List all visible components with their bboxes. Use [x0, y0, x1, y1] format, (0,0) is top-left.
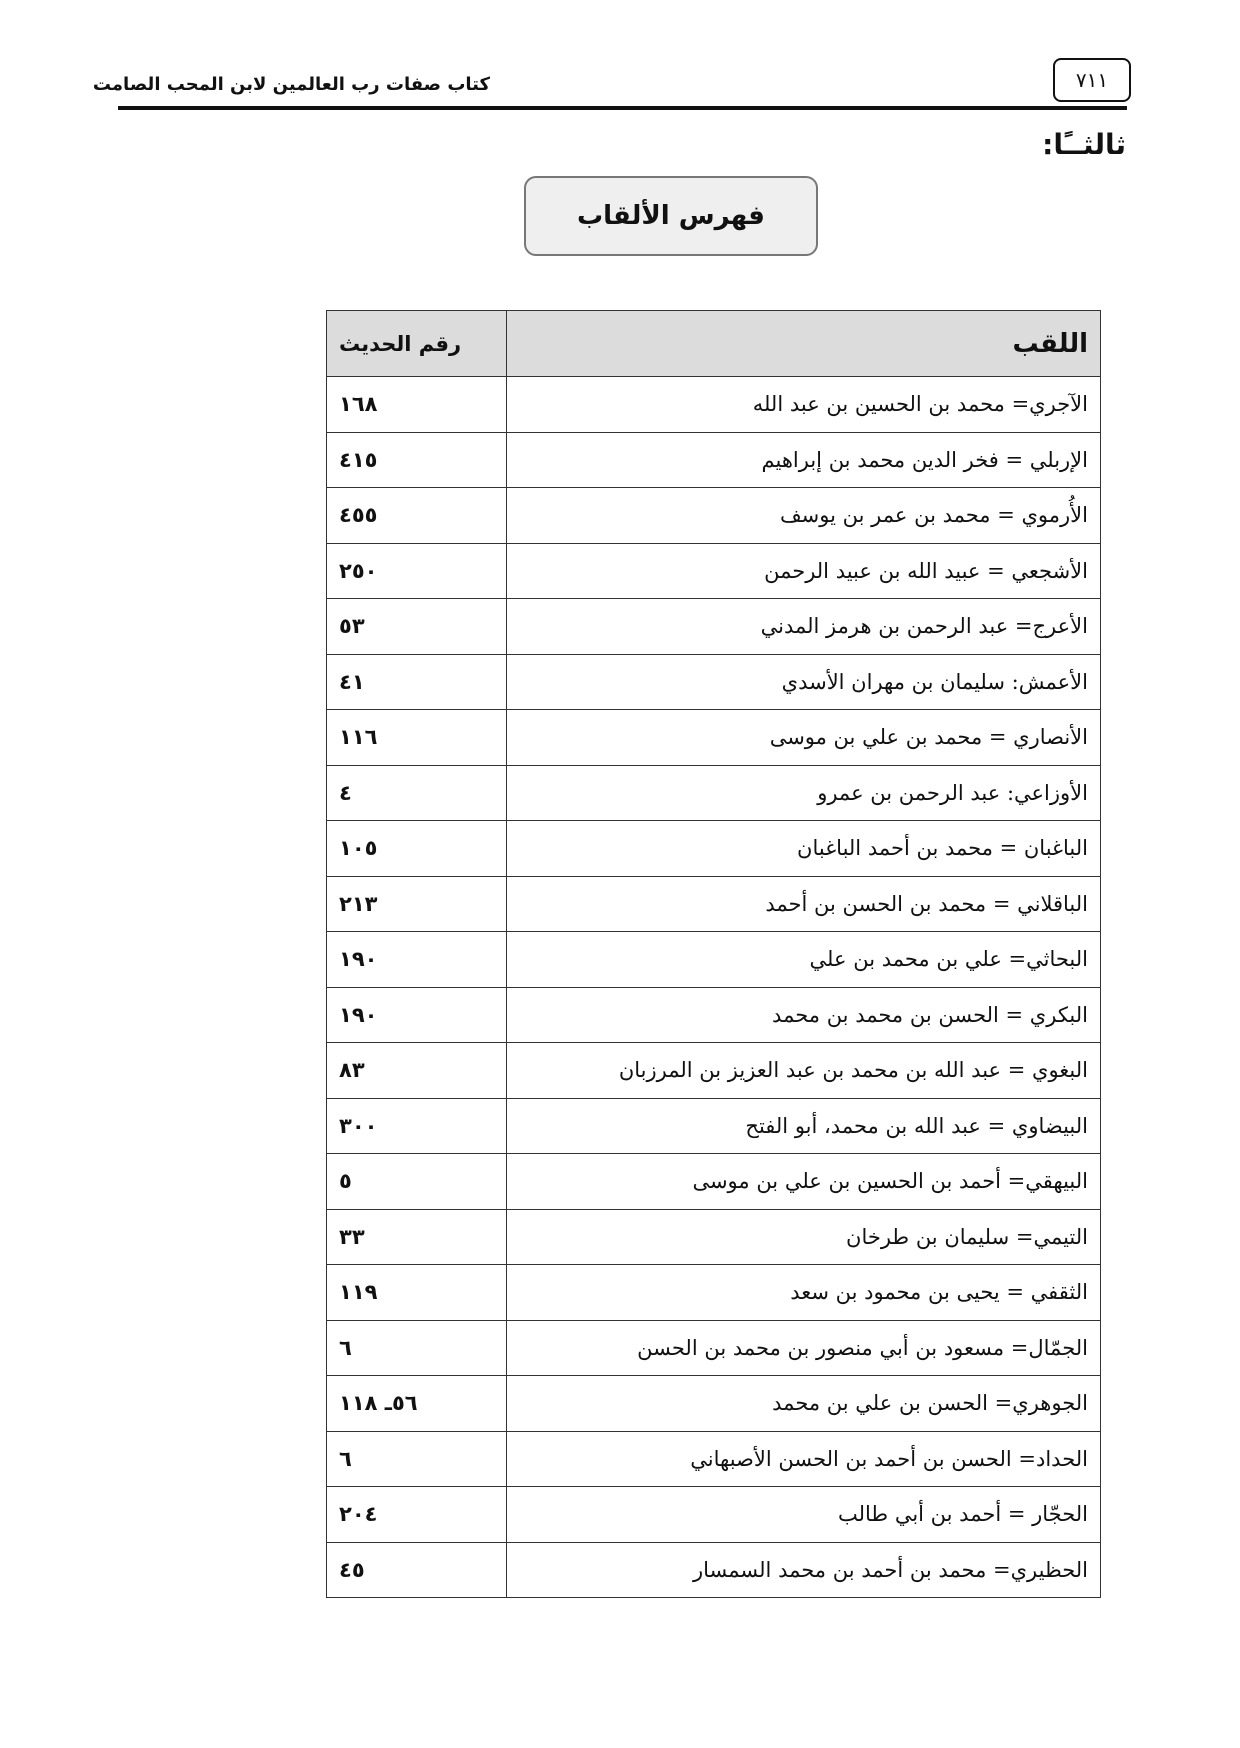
title-cell: الجمّال= مسعود بن أبي منصور بن محمد بن الحسن — [506, 1320, 1100, 1376]
table-row — [327, 1209, 1101, 1265]
hadith-number-cell: ٢٠٤ — [327, 1487, 507, 1543]
title-cell: البكري = الحسن بن محمد بن محمد — [506, 987, 1100, 1043]
table-row — [327, 765, 1101, 821]
table-row — [327, 377, 1101, 433]
hadith-number-cell: ٤ — [327, 765, 507, 821]
table-row — [327, 821, 1101, 877]
hadith-number-cell: ٤١ — [327, 654, 507, 710]
title-cell: الأعمش: سليمان بن مهران الأسدي — [506, 654, 1100, 710]
hadith-number-cell: ٦ — [327, 1320, 507, 1376]
table-row — [327, 654, 1101, 710]
title-cell: الآجري= محمد بن الحسين بن عبد الله — [506, 377, 1100, 433]
title-cell: البحاثي= علي بن محمد بن علي — [506, 932, 1100, 988]
table-row — [327, 1320, 1101, 1376]
title-cell: البغوي = عبد الله بن محمد بن عبد العزيز بن المرزبان — [506, 1043, 1100, 1099]
hadith-number-cell: ١١٦ — [327, 710, 507, 766]
table-row — [327, 488, 1101, 544]
table-header-row — [327, 311, 1101, 377]
column-header-title: اللقب — [506, 311, 1100, 377]
table-row — [327, 932, 1101, 988]
table-row — [327, 1376, 1101, 1432]
table-row — [327, 1431, 1101, 1487]
index-heading: فهرس الألقاب — [524, 176, 818, 256]
title-cell: التيمي= سليمان بن طرخان — [506, 1209, 1100, 1265]
hadith-number-cell: ٥ — [327, 1154, 507, 1210]
hadith-number-cell: ١١٩ — [327, 1265, 507, 1321]
hadith-number-cell: ٤٥ — [327, 1542, 507, 1598]
header-rule — [118, 106, 1127, 110]
hadith-number-cell: ٣٣ — [327, 1209, 507, 1265]
hadith-number-cell: ٢١٣ — [327, 876, 507, 932]
hadith-number-cell: ١٦٨ — [327, 377, 507, 433]
title-cell: الباقلاني = محمد بن الحسن بن أحمد — [506, 876, 1100, 932]
title-cell: الأوزاعي: عبد الرحمن بن عمرو — [506, 765, 1100, 821]
title-cell: البيهقي= أحمد بن الحسين بن علي بن موسى — [506, 1154, 1100, 1210]
hadith-number-cell: ٣٠٠ — [327, 1098, 507, 1154]
title-cell: الباغبان = محمد بن أحمد الباغبان — [506, 821, 1100, 877]
table-row — [327, 710, 1101, 766]
table-row — [327, 876, 1101, 932]
table-row — [327, 1154, 1101, 1210]
title-cell: البيضاوي = عبد الله بن محمد، أبو الفتح — [506, 1098, 1100, 1154]
title-cell: الأُرموي = محمد بن عمر بن يوسف — [506, 488, 1100, 544]
hadith-number-cell: ١٠٥ — [327, 821, 507, 877]
table-row — [327, 599, 1101, 655]
title-cell: الحجّار = أحمد بن أبي طالب — [506, 1487, 1100, 1543]
hadith-number-cell: ٤١٥ — [327, 432, 507, 488]
hadith-number-cell: ٤٥٥ — [327, 488, 507, 544]
page-number: ٧١١ — [1053, 58, 1131, 102]
hadith-number-cell: ٥٦ـ ١١٨ — [327, 1376, 507, 1432]
title-cell: الأعرج= عبد الرحمن بن هرمز المدني — [506, 599, 1100, 655]
table-row — [327, 543, 1101, 599]
title-cell: الثقفي = يحيى بن محمود بن سعد — [506, 1265, 1100, 1321]
hadith-number-cell: ١٩٠ — [327, 932, 507, 988]
table-row — [327, 1265, 1101, 1321]
title-cell: الجوهري= الحسن بن علي بن محمد — [506, 1376, 1100, 1432]
column-header-hadith-number: رقم الحديث — [327, 311, 507, 377]
titles-index-table — [326, 310, 1101, 1598]
running-title: كتاب صفات رب العالمين لابن المحب الصامت — [92, 74, 490, 95]
table-row — [327, 1487, 1101, 1543]
hadith-number-cell: ٦ — [327, 1431, 507, 1487]
table-row — [327, 1043, 1101, 1099]
title-cell: الأشجعي = عبيد الله بن عبيد الرحمن — [506, 543, 1100, 599]
hadith-number-cell: ١٩٠ — [327, 987, 507, 1043]
hadith-number-cell: ٨٣ — [327, 1043, 507, 1099]
hadith-number-cell: ٢٥٠ — [327, 543, 507, 599]
table-row — [327, 1098, 1101, 1154]
table-row — [327, 432, 1101, 488]
section-label: ثالثــًا: — [1042, 128, 1126, 161]
table-row — [327, 1542, 1101, 1598]
title-cell: الحظيري= محمد بن أحمد بن محمد السمسار — [506, 1542, 1100, 1598]
title-cell: الأنصاري = محمد بن علي بن موسى — [506, 710, 1100, 766]
hadith-number-cell: ٥٣ — [327, 599, 507, 655]
title-cell: الحداد= الحسن بن أحمد بن الحسن الأصبهاني — [506, 1431, 1100, 1487]
title-cell: الإربلي = فخر الدين محمد بن إبراهيم — [506, 432, 1100, 488]
table-row — [327, 987, 1101, 1043]
